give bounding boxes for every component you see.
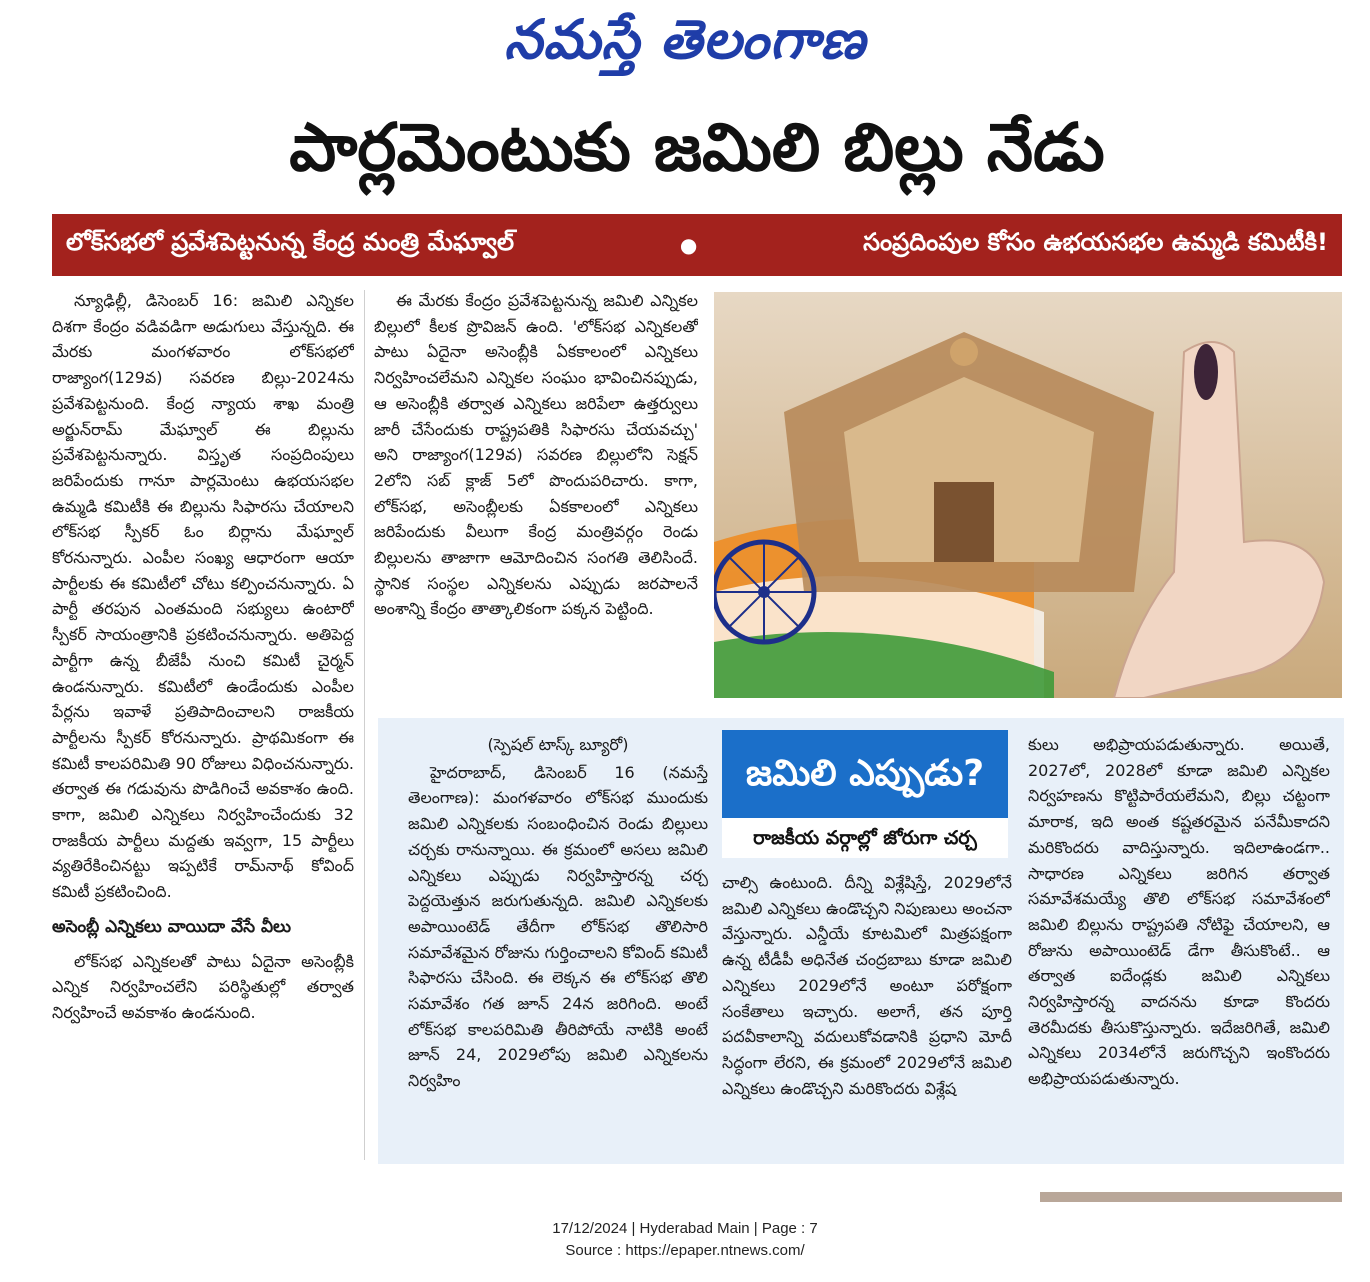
parliament-illustration [714, 292, 1342, 698]
panel-column-3 [1028, 732, 1330, 1162]
subhead-right: సంప్రదింపుల కోసం ఉభయసభల ఉమ్మడి కమిటీకి! [863, 228, 1328, 256]
panel-column3-text: కులు అభిప్రాయపడుతున్నారు. అయితే, 2027లో, 2028లో కూడా జమిలి ఎన్నికల నిర్వహణను కొట్టిపారేయలేమని, బిల్లు చట్టంగా మారాక, ఇది అంత కష్టతరమైన పనేమీకాదని మరికొందరు వాదిస్తున్నారు. ఇదిలాఉండగా.. సాధారణ ఎన్నికలు జరిగిన తర్వాత సమావేశమయ్యే తొలి లోక్‌సభ సమావేశంలో జమిలి బిల్లును రాష్ట్రపతి నోటిఫై చేయాలని, ఆ రోజును అపాయింటెడ్ డేగా తీసుకొంటే.. ఆ తర్వాత ఐదేండ్లకు జమిలి ఎన్నికలు నిర్వహిస్తారన్న వాదనను కూడా కొందరు తెరమీదకు తీసుకొస్తున్నారు. ఇదేజరిగితే, జమిలి ఎన్నికలు 2034లోనే జరుగొచ్చని ఇంకొందరు అభిప్రాయపడుతున్నారు. [1028, 735, 1330, 1089]
column-divider [364, 290, 365, 1160]
question-subtitle: రాజకీయ వర్గాల్లో జోరుగా చర్చ [722, 818, 1008, 858]
bullet-separator: ● [679, 233, 698, 257]
column1-paragraph-2: లోక్‌సభ ఎన్నికలతో పాటు ఏదైనా అసెంబ్లీకి ఎన్నిక నిర్వహించలేని పరిస్థితుల్లో తర్వాత నిర్వహించే అవకాశం ఉండనుంది. [52, 951, 354, 1022]
column1-paragraph-1: న్యూఢిల్లీ, డిసెంబర్ 16: జమిలి ఎన్నికల దిశగా కేంద్రం వడివడిగా అడుగులు వేస్తున్నది. ఈ మేరకు మంగళవారం లోక్‌సభలో రాజ్యాంగ(129వ) సవరణ బిల్లు-2024ను ప్రవేశపెట్టనుంది. కేంద్ర న్యాయ శాఖ మంత్రి అర్జున్‌రామ్ మేఘ్వాల్ ఈ బిల్లును ప్రవేశపెట్టనున్నారు. విస్తృత సంప్రదింపులు జరిపేందుకు గానూ పార్లమెంటు ఉభయసభల ఉమ్మడి కమిటీకి ఈ బిల్లును సిఫారసు చేయాలని లోక్‌సభ స్పీకర్ ఓం బిర్లాను మేఘ్వాల్ కోరనున్నారు. ఎంపీల సంఖ్య ఆధారంగా ఆయా పార్టీలకు ఈ కమిటీలో చోటు కల్పించనున్నారు. ఏ పార్టీ తరపున ఎంతమంది సభ్యులు ఉంటారో స్పీకర్ సాయంత్రానికి ప్రకటించనున్నారు. అతిపెద్ద పార్టీగా ఉన్న బీజేపీ నుంచి కమిటీ చైర్మన్ ఉండనున్నారు. కమిటీలో ఉండేందుకు ఎంపీల పేర్లను ఇవాళే ప్రతిపాదించాలని రాజకీయ పార్టీలను స్పీకర్ కోరనున్నారు. ప్రాథమికంగా ఈ కమిటీ కాలపరిమితి 90 రోజులు విధించనున్నారు. తర్వాత ఈ గడువును పొడిగించే అవకాశం ఉంది. కాగా, జమిలి ఎన్నికలు నిర్వహించేందుకు 32 రాజకీయ పార్టీలు మద్దతు ఇవ్వగా, 15 పార్టీలు వ్యతిరేకించినట్టు ఇప్పటికే రామ్‌నాథ్ కోవింద్ కమిటీ ప్రకటించింది. [52, 291, 354, 902]
parliament-gate [934, 482, 994, 562]
analysis-panel [378, 718, 1344, 1164]
main-headline: పార్లమెంటుకు జమిలి బిల్లు నేడు [289, 109, 1105, 186]
article-column-2 [374, 288, 698, 704]
panel-column2-text: చాల్సి ఉంటుంది. దీన్ని విశ్లేషిస్తే, 2029లోనే జమిలి ఎన్నికలు ఉండొచ్చని నిపుణులు అంచనా వేస్తున్నారు. ఎన్డీయే కూటమిలో మిత్రపక్షంగా ఉన్న టీడీపీ అధినేత చంద్రబాబు కూడా జమిలి ఎన్నికలు 2029లోనే అంటూ పరోక్షంగా సంకేతాలు ఇచ్చారు. అలాగే, తన పూర్తి పదవీకాలాన్ని వదులుకోవడానికి ప్రధాని మోదీ సిద్ధంగా లేరని, ఈ క్రమంలో 2029లోనే జమిలి ఎన్నికలు ఉండొచ్చని మరికొందరు విశ్లేష [722, 873, 1012, 1098]
panel-column1-text: హైదరాబాద్, డిసెంబర్ 16 (నమస్తే తెలంగాణ): మంగళవారం లోక్‌సభ ముందుకు జమిలి ఎన్నికలకు సంబంధించిన రెండు బిల్లులు చర్చకు రానున్నాయి. ఈ క్రమంలో అసలు జమిలి ఎన్నికలు ఎప్పుడు నిర్వహిస్తారన్న చర్చ పెద్దయెత్తున జరుగుతున్నది. జమిలి ఎన్నికలకు అపాయింటెడ్ తేదీగా లోక్‌సభ తొలిసారి సమావేశమైన రోజును గుర్తించాలని కోవింద్ కమిటీ సిఫారసు చేసింది. ఈ లెక్కన ఈ లోక్‌సభ తొలి సమావేశం గత జూన్ 24న జరిగింది. అంటే లోక్‌సభ కాలపరిమితి తీరిపోయే నాటికి అంటే జూన్ 24, 2029లోపు జమిలి ఎన్నికలను నిర్వహిం [408, 762, 708, 1091]
subhead-left: లోక్‌సభలో ప్రవేశపెట్టనున్న కేంద్ర మంత్రి మేఘ్వాల్ [66, 228, 514, 256]
voter-ink-mark [1194, 344, 1218, 400]
panel-column-2 [722, 870, 1012, 1162]
column2-paragraph-1: ఈ మేరకు కేంద్రం ప్రవేశపెట్టనున్న జమిలి ఎన్నికల బిల్లులో కీలక ప్రొవిజన్ ఉంది. 'లోక్‌సభ ఎన్నికలతో పాటు ఏదైనా అసెంబ్లీకి ఏకకాలంలో ఎన్నికలు నిర్వహించలేమని ఎన్నికల సంఘం భావించినప్పుడు, ఆ అసెంబ్లీకి తర్వాత ఎన్నికలు జరిపేలా ఉత్తర్వులు జారీ చేసేందుకు రాష్ట్రపతికి సిఫారసు చేయవచ్చు' అని రాజ్యాంగ(129వ) సవరణ బిల్లులోని సెక్షన్ 2లోని సబ్ క్లాజ్ 5లో పొందుపరిచారు. కాగా, లోక్‌సభ, అసెంబ్లీలకు ఏకకాలంలో ఎన్నికలు జరిపేందుకు వీలుగా కేంద్ర మంత్రివర్గం రెండు బిల్లులను తాజాగా ఆమోదించిన సంగతి తెలిసిందే. స్థానిక సంస్థల ఎన్నికలను ఎప్పుడు జరపాలనే అంశాన్ని కేంద్రం తాత్కాలికంగా పక్కన పెట్టింది. [374, 291, 698, 619]
column1-subhead: అసెంబ్లీ ఎన్నికలు వాయిదా వేసే వీలు [52, 916, 291, 937]
next-article-image-edge [1040, 1192, 1342, 1202]
footer-source-link[interactable]: Source : https://epaper.ntnews.com/ [565, 1242, 805, 1259]
page-footer [0, 1218, 1370, 1262]
panel-column-1 [408, 732, 708, 1162]
panel-byline: (స్పెషల్ టాస్క్ బ్యూరో) [487, 735, 629, 754]
question-box: జమిలి ఎప్పుడు? [722, 730, 1008, 818]
parliament-voting-photo [714, 292, 1342, 698]
newspaper-masthead: నమస్తే తెలంగాణ [504, 8, 866, 71]
subheading-bar [52, 214, 1342, 276]
article-column-1 [52, 288, 354, 1158]
footer-date-edition: 17/12/2024 | Hyderabad Main | Page : 7 [552, 1220, 818, 1237]
parliament-dome [950, 338, 978, 366]
